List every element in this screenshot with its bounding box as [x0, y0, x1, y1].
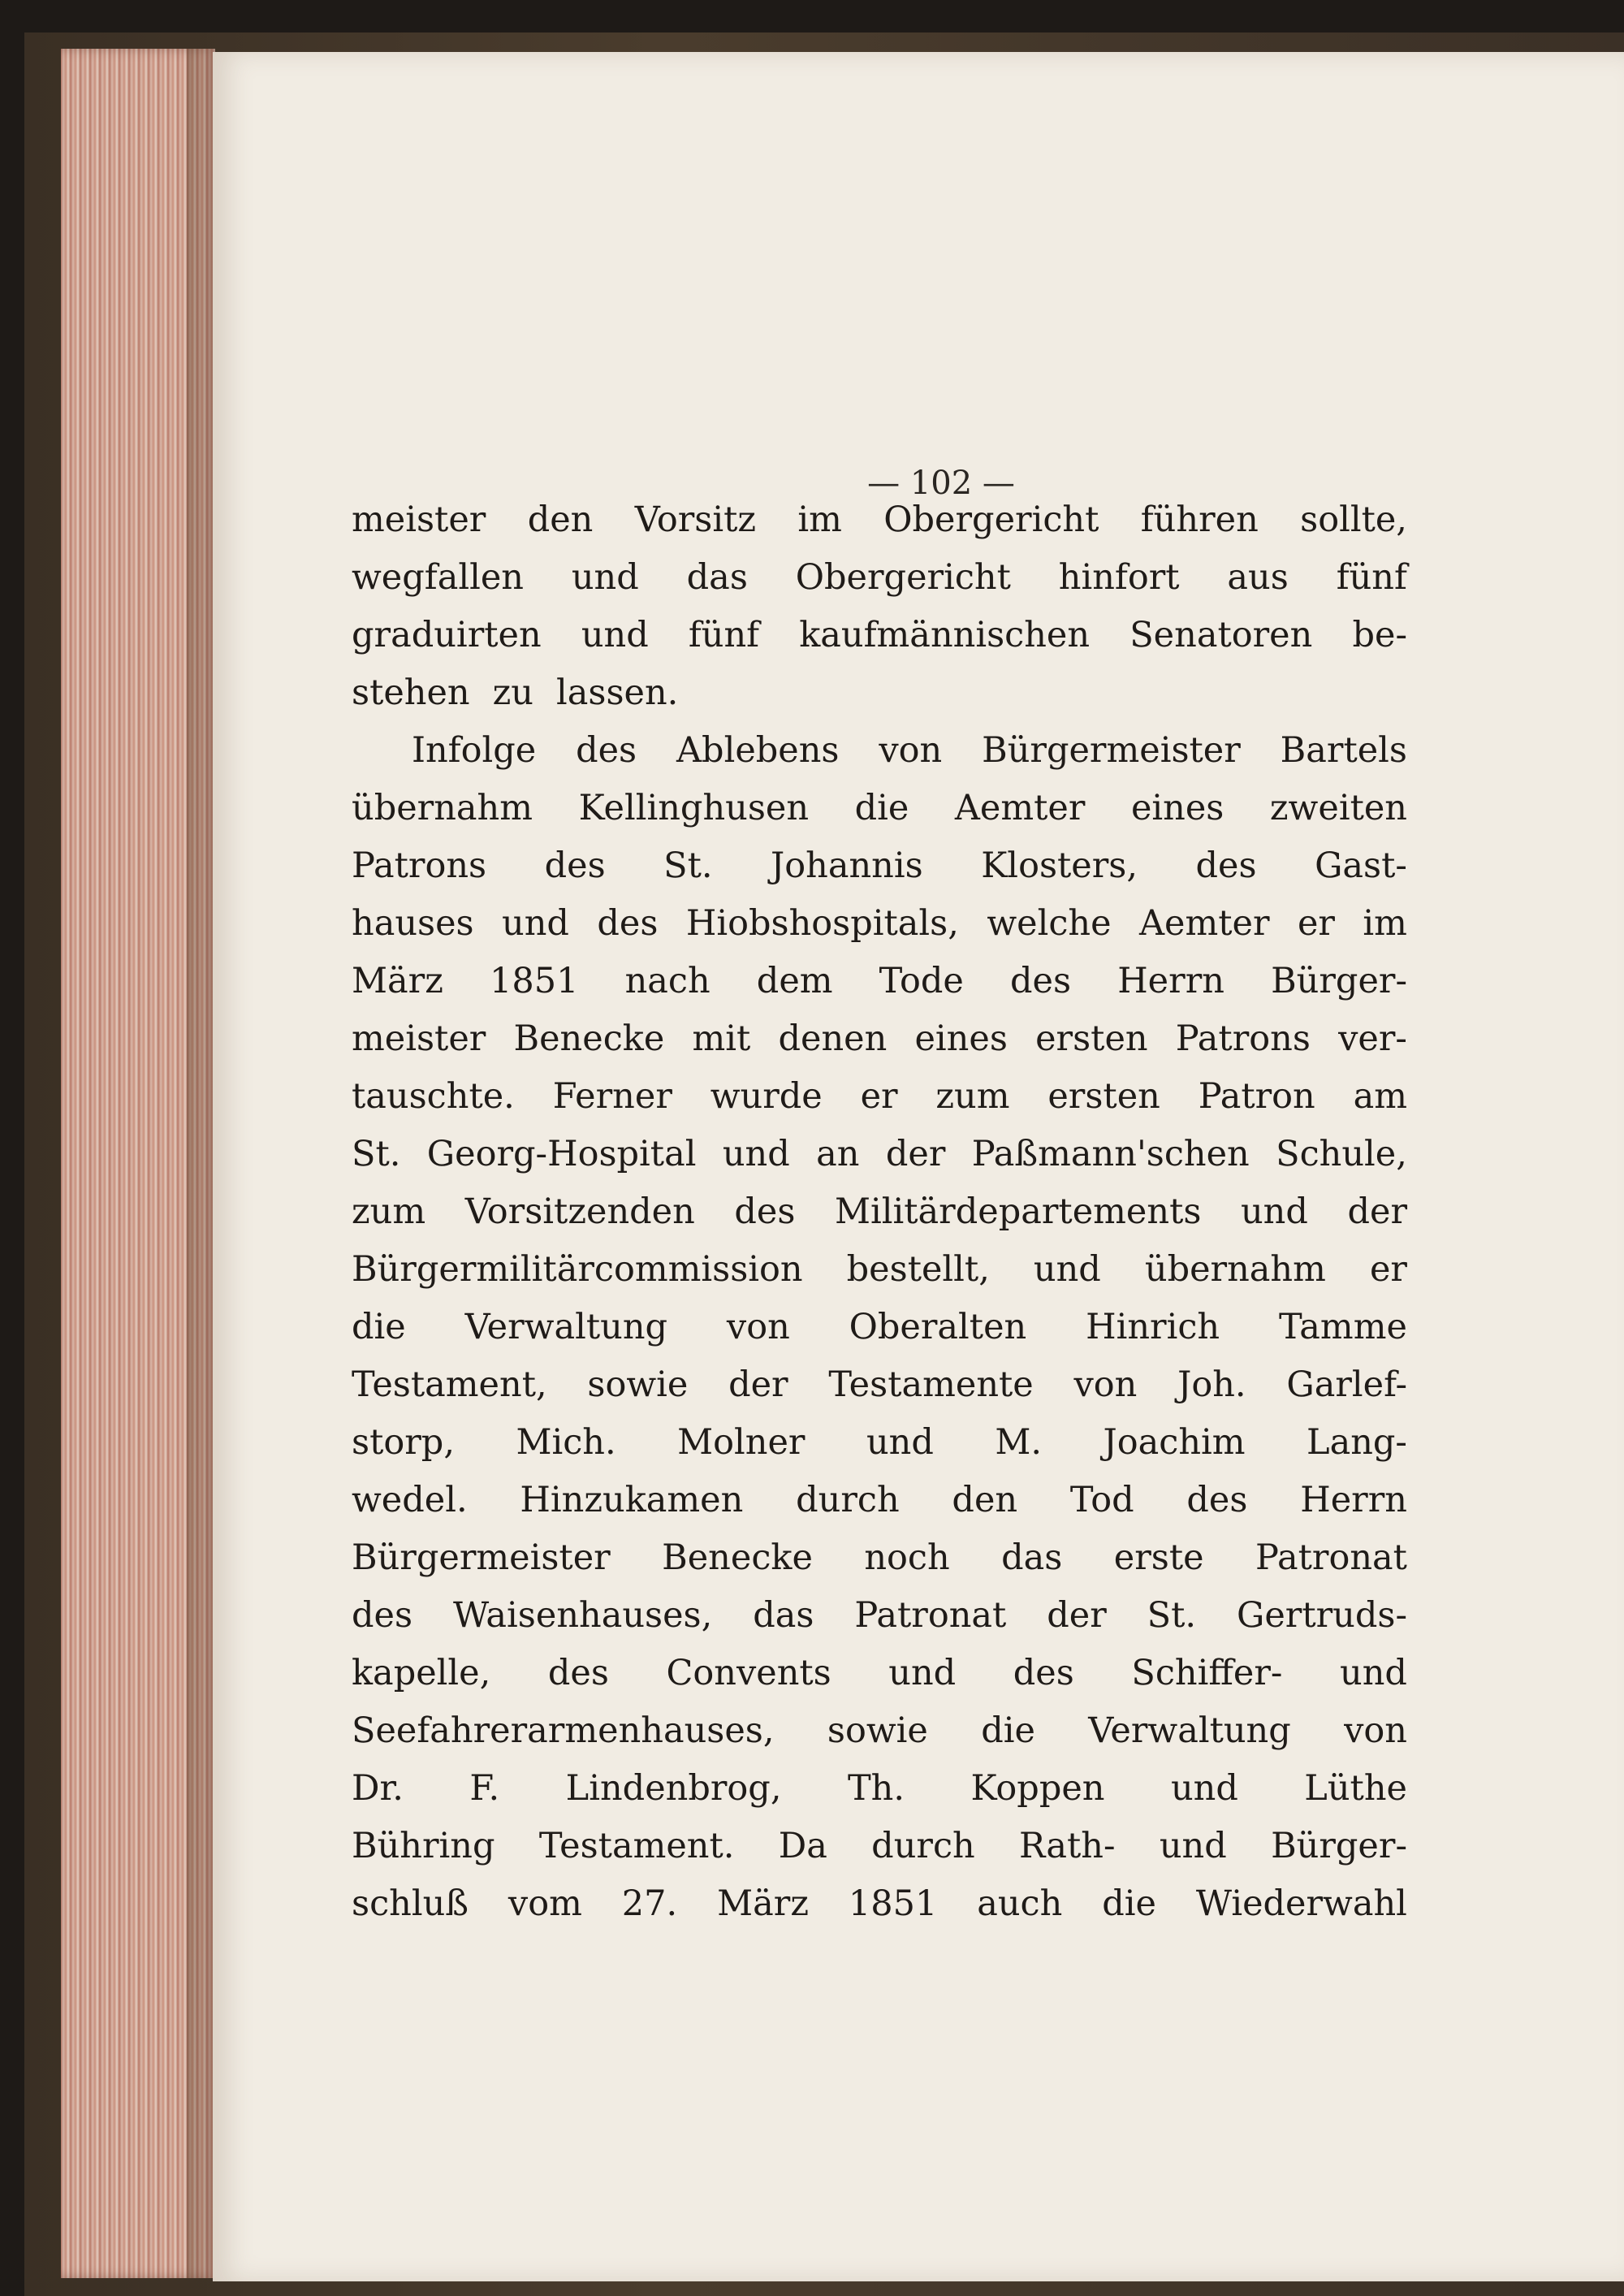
word: und [722, 1134, 790, 1174]
word: führen [1140, 499, 1259, 540]
word: Th. [847, 1768, 905, 1809]
word: Patrons [352, 845, 487, 886]
word: Johannis [771, 845, 923, 886]
word: Garlef- [1286, 1364, 1407, 1405]
word: Patron [1198, 1076, 1315, 1117]
word: Benecke [513, 1018, 665, 1059]
word: St. [663, 845, 713, 886]
word: Verwaltung [464, 1307, 668, 1347]
text-line [352, 1472, 1407, 1529]
word: Rath- [1019, 1826, 1116, 1866]
word: zweiten [1269, 788, 1407, 828]
word: und [1159, 1826, 1227, 1866]
word: das [753, 1595, 814, 1636]
text-line [352, 491, 1407, 549]
word: Patronat [1255, 1537, 1407, 1578]
text-line [352, 1356, 1407, 1414]
word: graduirten [352, 615, 542, 655]
word: Tod [1069, 1480, 1134, 1520]
word: 1851 [490, 961, 579, 1001]
word: von [726, 1307, 790, 1347]
word: die [981, 1710, 1035, 1751]
word: Klosters, [981, 845, 1138, 886]
text-line [352, 837, 1407, 895]
word: wurde [710, 1076, 823, 1117]
word: Tode [879, 961, 964, 1001]
word: Herrn [1300, 1480, 1407, 1520]
text-line [352, 1068, 1407, 1126]
word: Obergericht [795, 557, 1011, 598]
word: Patrons [1175, 1018, 1311, 1059]
word: die [352, 1307, 406, 1347]
word: und [1033, 1249, 1101, 1290]
word: durch [796, 1480, 900, 1520]
word: Convents [666, 1653, 831, 1693]
word: fünf [688, 615, 760, 655]
word: nach [624, 961, 710, 1001]
word: vom [508, 1883, 582, 1924]
word: Dr. [352, 1768, 404, 1809]
word: er [1369, 1249, 1407, 1290]
text-line [352, 722, 1407, 780]
word: er [860, 1076, 898, 1117]
word: des [597, 903, 659, 944]
word: mit [692, 1018, 751, 1059]
text-line [352, 549, 1407, 607]
text-line [352, 1241, 1407, 1299]
word: stehen [352, 672, 470, 713]
text-line [352, 1414, 1407, 1472]
word: von [879, 730, 943, 771]
word: Lindenbrog, [565, 1768, 782, 1809]
word: des [352, 1595, 413, 1636]
word: ersten [1047, 1076, 1160, 1117]
word: den [952, 1480, 1018, 1520]
body-text [352, 491, 1407, 1933]
word: übernahm [1144, 1249, 1326, 1290]
word: und [1170, 1768, 1238, 1809]
text-line [352, 607, 1407, 664]
word: Bürger- [1271, 961, 1407, 1001]
text-line [352, 1818, 1407, 1875]
word: die [854, 788, 909, 828]
word: Vorsitzenden [464, 1191, 695, 1232]
word: Oberalten [849, 1307, 1027, 1347]
word: Bartels [1280, 730, 1407, 771]
word: von [1073, 1364, 1138, 1405]
word: des [576, 730, 637, 771]
word: wegfallen [352, 557, 524, 598]
word: F. [469, 1768, 500, 1809]
word: Hinrich [1086, 1307, 1220, 1347]
word: er [1297, 903, 1335, 944]
word: Lüthe [1304, 1768, 1407, 1809]
word: März [717, 1883, 809, 1924]
word: welche [987, 903, 1112, 944]
word: M. [995, 1422, 1043, 1463]
word: und [581, 615, 649, 655]
word: der [1047, 1595, 1107, 1636]
text-line [352, 664, 1407, 722]
text-line [352, 1587, 1407, 1645]
word: Aemter [954, 788, 1086, 828]
text-line [352, 1760, 1407, 1818]
word: Senatoren [1129, 615, 1313, 655]
text-line [352, 780, 1407, 837]
word: be- [1352, 615, 1407, 655]
word: schluß [352, 1883, 469, 1924]
word: März [352, 961, 443, 1001]
word: im [1363, 903, 1407, 944]
word: das [1001, 1537, 1063, 1578]
word: eines [1130, 788, 1224, 828]
word: St. [352, 1134, 401, 1174]
word: des [1010, 961, 1072, 1001]
word: Hinzukamen [520, 1480, 744, 1520]
word: Ablebens [676, 730, 840, 771]
word: durch [871, 1826, 975, 1866]
word: den [527, 499, 594, 540]
word: Georg-Hospital [426, 1134, 697, 1174]
word: Vorsitz [634, 499, 757, 540]
word: Bürgermeister [982, 730, 1241, 771]
word: im [797, 499, 842, 540]
word: sowie [827, 1710, 928, 1751]
word: Testament. [538, 1826, 735, 1866]
word: Mich. [516, 1422, 616, 1463]
word: Bürgermeister [352, 1537, 611, 1578]
word: an [816, 1134, 860, 1174]
text-line [352, 1299, 1407, 1356]
text-line [352, 895, 1407, 953]
text-line [352, 1702, 1407, 1760]
word: und [888, 1653, 957, 1693]
word: der [1347, 1191, 1407, 1232]
word: Aemter [1139, 903, 1270, 944]
word: Infolge [412, 730, 537, 771]
word: Molner [677, 1422, 806, 1463]
word: denen [778, 1018, 888, 1059]
text-line [352, 1010, 1407, 1068]
word: sollte, [1300, 499, 1407, 540]
word: wedel. [352, 1480, 468, 1520]
word: tauschte. [352, 1076, 515, 1117]
word: noch [864, 1537, 950, 1578]
word: Bühring [352, 1826, 495, 1866]
word: 1851 [848, 1883, 938, 1924]
word: fünf [1336, 557, 1407, 598]
word: Patronat [854, 1595, 1007, 1636]
word: erste [1113, 1537, 1204, 1578]
word: des [734, 1191, 796, 1232]
word: Verwaltung [1088, 1710, 1291, 1751]
word: des [547, 1653, 609, 1693]
word: ersten [1035, 1018, 1148, 1059]
text-line [352, 1875, 1407, 1933]
word: Herrn [1117, 961, 1224, 1001]
word: Bürger- [1271, 1826, 1407, 1866]
text-line [352, 1645, 1407, 1702]
word: dem [756, 961, 833, 1001]
word: bestellt, [846, 1249, 990, 1290]
word: Gast- [1315, 845, 1407, 886]
word: Da [778, 1826, 827, 1866]
word: Schiffer- [1131, 1653, 1283, 1693]
word: Kellinghusen [578, 788, 810, 828]
word: hinfort [1058, 557, 1180, 598]
word: Gertruds- [1236, 1595, 1407, 1636]
word: des [1186, 1480, 1248, 1520]
word: Joachim [1103, 1422, 1246, 1463]
word: Obergericht [883, 499, 1099, 540]
word: Hiobshospitals, [685, 903, 959, 944]
word: des [1195, 845, 1257, 886]
word: Tamme [1278, 1307, 1407, 1347]
word: zu [492, 672, 533, 713]
text-line [352, 953, 1407, 1010]
word: des [544, 845, 606, 886]
word: zum [352, 1191, 426, 1232]
word: zum [935, 1076, 1010, 1117]
word: 27. [621, 1883, 678, 1924]
word: eines [914, 1018, 1008, 1059]
word: und [571, 557, 639, 598]
word: und [502, 903, 569, 944]
word: von [1344, 1710, 1407, 1751]
word: St. [1147, 1595, 1197, 1636]
word: Testament, [352, 1364, 547, 1405]
word: und [1340, 1653, 1407, 1693]
word: übernahm [352, 788, 533, 828]
word: des [1013, 1653, 1074, 1693]
word: Benecke [662, 1537, 813, 1578]
word: Ferner [552, 1076, 672, 1117]
word: die [1102, 1883, 1156, 1924]
word: Paßmann'schen [971, 1134, 1250, 1174]
text-line [352, 1126, 1407, 1183]
word: Joh. [1177, 1364, 1246, 1405]
word: storp, [352, 1422, 455, 1463]
word: aus [1227, 557, 1289, 598]
word: Wiederwahl [1195, 1883, 1407, 1924]
word: der [885, 1134, 946, 1174]
word: Bürgermilitärcommission [352, 1249, 803, 1290]
word: und [1240, 1191, 1308, 1232]
text-line [352, 1529, 1407, 1587]
word: das [686, 557, 748, 598]
text-line [352, 1183, 1407, 1241]
page-number: — 102 — [867, 465, 1015, 502]
word: Koppen [970, 1768, 1105, 1809]
word: meister [352, 1018, 486, 1059]
word: Waisenhauses, [452, 1595, 713, 1636]
word: lassen. [556, 672, 679, 713]
word: der [728, 1364, 788, 1405]
word: Testamente [828, 1364, 1034, 1405]
word: Militärdepartements [834, 1191, 1202, 1232]
word: Schule, [1276, 1134, 1407, 1174]
word: am [1353, 1076, 1407, 1117]
word: und [866, 1422, 934, 1463]
word: sowie [587, 1364, 689, 1405]
word: ver- [1338, 1018, 1407, 1059]
word: kaufmännischen [799, 615, 1091, 655]
word: Lang- [1307, 1422, 1407, 1463]
word: Seefahrerarmenhauses, [352, 1710, 775, 1751]
word: auch [977, 1883, 1063, 1924]
word: meister [352, 499, 486, 540]
word: kapelle, [352, 1653, 491, 1693]
word: hauses [352, 903, 474, 944]
